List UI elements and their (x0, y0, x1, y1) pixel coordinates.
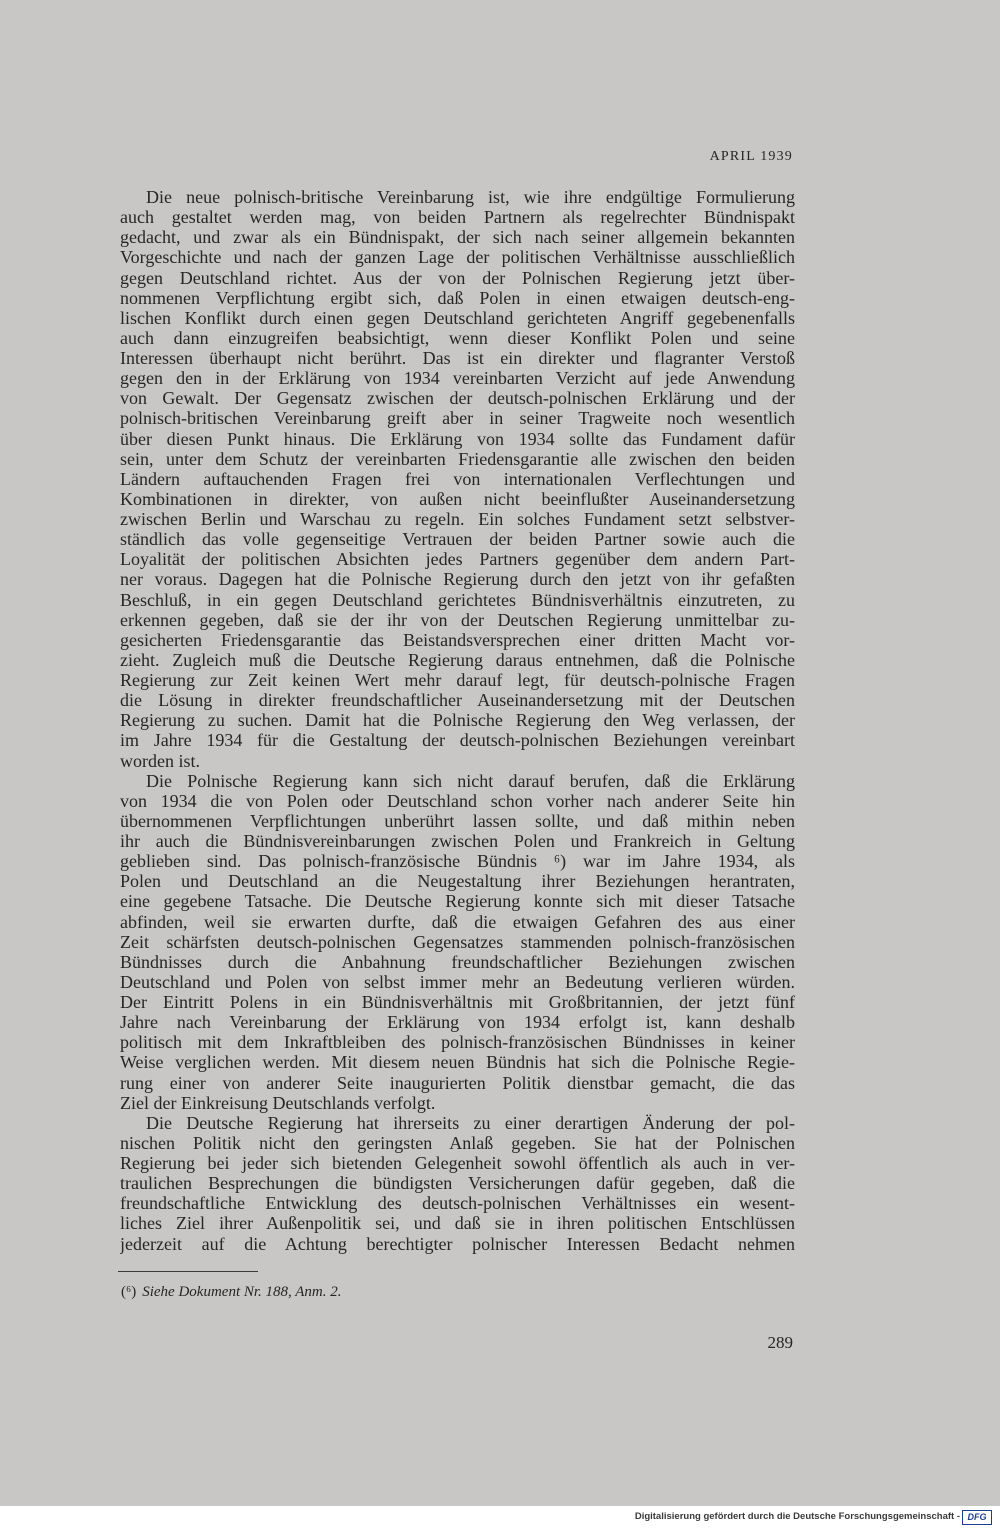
text-line: sein, unter dem Schutz der vereinbarten Friedensgarantie alle zwischen den beiden (120, 448, 795, 469)
text-line: auch gestaltet werden mag, von beiden Partnern als regelrechter Bündnispakt (120, 207, 795, 228)
text-line: Bündnisses durch die Anbahnung freundschaftlicher Beziehungen zwischen (120, 951, 795, 972)
text-line: Regierung zu suchen. Damit hat die Polnische Regierung den Weg verlassen, der (120, 710, 795, 731)
text-line: lischen Konflikt durch einen gegen Deutschland gerichteten Angriff gegebenenfalls (120, 307, 795, 328)
text-line: politisch mit dem Inkraftbleiben des polnisch-französischen Bündnisses in keiner (120, 1032, 795, 1053)
text-line: über diesen Punkt hinaus. Die Erklärung von 1934 sollte das Fundament dafür (120, 428, 795, 449)
text-line: Ziel der Einkreisung Deutschlands verfolgt. (120, 1092, 436, 1113)
text-line: Regierung bei jeder sich bietenden Gelegenheit sowohl öffentlich als auch in ver- (120, 1153, 795, 1173)
text-line: Der Eintritt Polens in ein Bündnisverhältnis mit Großbritannien, der jetzt fünf (120, 992, 795, 1012)
text-line: gedacht, und zwar als ein Bündnispakt, der sich nach seiner allgemein bekannten (120, 227, 795, 248)
paragraph-3 (120, 1113, 795, 1254)
text-line: jederzeit auf die Achtung berechtigter polnischer Interessen Bedacht nehmen (120, 1233, 795, 1254)
text-line: gegen den in der Erklärung von 1934 vereinbarten Verzicht auf jede Anwendung (120, 368, 795, 389)
footer-strip (0, 1506, 1000, 1529)
text-line: Die Polnische Regierung kann sich nicht darauf berufen, daß die Erklärung (146, 770, 795, 791)
text-line: Jahre nach Vereinbarung der Erklärung von 1934 erfolgt ist, kann deshalb (120, 1012, 795, 1033)
text-line: von 1934 die von Polen oder Deutschland schon vorher nach anderer Seite hin (120, 790, 795, 811)
text-line: Beschluß, in ein gegen Deutschland gerichtetes Bündnisverhältnis einzutreten, zu (120, 589, 795, 610)
text-line: auch dann einzugreifen beabsichtigt, wenn dieser Konflikt Polen und seine (120, 327, 795, 348)
footnote (121, 1284, 342, 1300)
text-line: erkennen gegeben, daß sie der ihr von der Deutschen Regierung unmittelbar zu- (120, 609, 795, 630)
text-line: übernommenen Verpflichtungen unberührt lassen sollte, und daß mithin neben (120, 810, 795, 831)
paragraph-2 (120, 771, 795, 1113)
text-line: ihr auch die Bündnisvereinbarungen zwischen Polen und Frankreich in Geltung (120, 831, 795, 851)
text-line: Regierung zur Zeit keinen Wert mehr darauf legt, für deutsch-polnische Fragen (120, 670, 795, 690)
text-line: Weise verglichen werden. Mit diesem neuen Bündnis hat sich die Polnische Regie- (120, 1052, 795, 1073)
text-line: worden ist. (120, 750, 200, 771)
text-line: nommenen Verpflichtung ergibt sich, daß Polen in einen etwaigen deutsch-eng- (120, 287, 795, 308)
text-line: Polen und Deutschland an die Neugestaltung ihrer Beziehungen herantraten, (120, 871, 795, 892)
text-line: Zeit schärfsten deutsch-polnischen Gegensatzes stammenden polnisch-französischen (120, 931, 795, 952)
text-line: Die Deutsche Regierung hat ihrerseits zu einer derartigen Änderung der pol- (146, 1112, 795, 1133)
paragraph-1 (120, 187, 795, 771)
footnote-text: Siehe Dokument Nr. 188, Anm. 2. (142, 1284, 342, 1300)
text-line: ständlich das volle gegenseitige Vertrauen der beiden Partner sowie auch die (120, 529, 795, 550)
footnote-rule (118, 1271, 258, 1272)
text-line: freundschaftliche Entwicklung des deutsch-polnischen Verhältnisses ein wesent- (120, 1193, 795, 1214)
text-line: Kombinationen in direkter, von außen nicht beeinflußter Auseinandersetzung (120, 488, 795, 509)
text-line: Die neue polnisch-britische Vereinbarung ist, wie ihre endgültige Formulierung (146, 187, 795, 207)
text-line: von Gewalt. Der Gegensatz zwischen der deutsch-polnischen Erklärung und der (120, 388, 795, 409)
text-line: gesicherten Friedensgarantie das Beistandsversprechen einer dritten Macht vor- (120, 629, 795, 650)
funding-credit: Digitalisierung gefördert durch die Deutsche Forschungsgemeinschaft - (634, 1511, 960, 1522)
text-line: nischen Politik nicht den geringsten Anlaß gegeben. Sie hat der Polnischen (120, 1132, 795, 1153)
text-line: liches Ziel ihrer Außenpolitik sei, und daß sie in ihren politischen Entschlüssen (120, 1213, 795, 1234)
text-line: eine gegebene Tatsache. Die Deutsche Regierung konnte sich mit dieser Tatsache (120, 891, 795, 912)
text-line: Deutschland und Polen von selbst immer mehr an Bedeutung verlieren würden. (120, 971, 795, 992)
text-line: rung einer von anderer Seite inaugurierten Politik dienstbar gemacht, die das (120, 1072, 795, 1093)
text-line: abfinden, weil sie erwarten durfte, daß die etwaigen Gefahren des aus einer (120, 911, 795, 932)
text-line: Ländern auftauchenden Fragen frei von internationalen Verflechtungen und (120, 468, 795, 489)
text-line: gegen Deutschland richtet. Aus der von der Polnischen Regierung jetzt über- (120, 267, 795, 288)
text-line: die Lösung in direkter freundschaftlicher Auseinandersetzung mit der Deutschen (120, 690, 795, 711)
text-line: im Jahre 1934 für die Gestaltung der deutsch-polnischen Beziehungen vereinbart (120, 730, 795, 751)
text-line: polnisch-britischen Vereinbarung greift aber in seiner Tragweite noch wesentlich (120, 408, 795, 429)
text-line: zieht. Zugleich muß die Deutsche Regierung daraus entnehmen, daß die Polnische (120, 649, 795, 670)
text-line: Loyalität der politischen Absichten jedes Partners gegenüber dem andern Part- (120, 549, 795, 570)
text-line: Vorgeschichte und nach der ganzen Lage der politischen Verhältnisse ausschließlich (120, 247, 795, 268)
text-line: zwischen Berlin und Warschau zu regeln. Ein solches Fundament setzt selbstver- (120, 509, 795, 529)
text-line: ner voraus. Dagegen hat die Polnische Regierung durch den jetzt von ihr gefaßten (120, 569, 795, 590)
running-head: APRIL 1939 (709, 149, 793, 164)
footnote-marker: (⁶) (121, 1284, 137, 1300)
page-number: 289 (767, 1333, 793, 1352)
body-text (120, 187, 795, 1254)
text-line: Interessen überhaupt nicht berührt. Das ist ein direkter und flagranter Verstoß (120, 348, 795, 368)
text-line: traulichen Besprechungen die bündigsten Versicherungen dafür gegeben, daß die (120, 1173, 795, 1194)
dfg-logo-icon: DFG (962, 1510, 992, 1525)
text-line: geblieben sind. Das polnisch-französische Bündnis ⁶) war im Jahre 1934, als (120, 851, 795, 872)
